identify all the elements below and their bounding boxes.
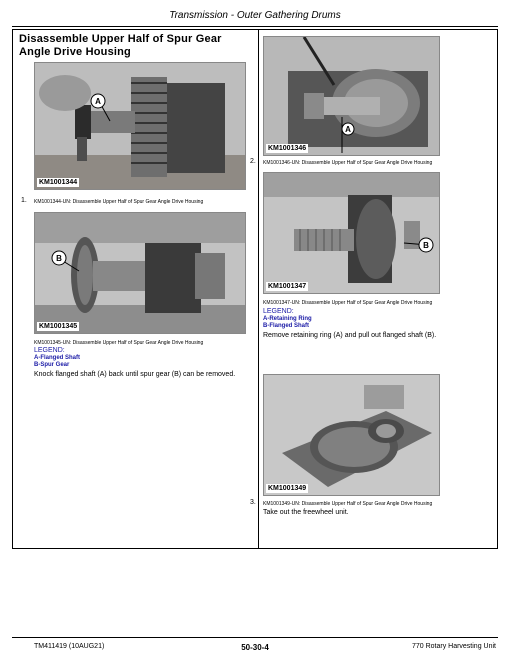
column-divider [258, 29, 259, 549]
left-instruction: Knock flanged shaft (A) back until spur gear (B) can be removed. [34, 371, 236, 378]
figure-4-caption: KM1001347-UN: Disassemble Upper Half of Spur Gear Angle Drive Housing [263, 300, 433, 306]
footer-rule [12, 637, 498, 638]
figure-2-photo [34, 212, 246, 334]
footer-page-number: 50-30-4 [241, 643, 269, 652]
gear-shaft-illustration [35, 63, 245, 189]
header-rule [12, 26, 498, 27]
callout-b: B [423, 241, 429, 250]
right-legend-item-b: B-Flanged Shaft [263, 323, 309, 329]
callout-a: A [345, 125, 351, 134]
freewheel-unit-illustration [264, 375, 439, 495]
figure-4-id: KM1001347 [268, 283, 307, 290]
footer-doc-id: TM411419 (10AUG21) [34, 643, 105, 650]
spur-gear-illustration [35, 213, 245, 333]
section-title: Disassemble Upper Half of Spur Gear Angle Drive Housing [19, 33, 222, 58]
left-legend-item-a: A-Flanged Shaft [34, 355, 80, 361]
step-1-number: 1. [21, 197, 27, 204]
step-3-instruction: Take out the freewheel unit. [263, 509, 349, 516]
flanged-shaft-illustration [264, 173, 439, 293]
step-2-number: 2. [250, 158, 256, 165]
gear-housing-illustration [264, 37, 439, 155]
figure-1-id: KM1001344 [39, 179, 78, 186]
figure-4-photo [263, 172, 440, 294]
left-legend-item-b: B-Spur Gear [34, 362, 70, 368]
figure-1-caption: KM1001344-UN: Disassemble Upper Half of Spur Gear Angle Drive Housing [34, 199, 204, 205]
figure-5-caption: KM1001349-UN: Disassemble Upper Half of Spur Gear Angle Drive Housing [263, 501, 433, 507]
figure-3-id: KM1001346 [268, 145, 307, 152]
figure-5-photo [263, 374, 440, 496]
right-instruction: Remove retaining ring (A) and pull out flanged shaft (B). [263, 332, 437, 339]
right-legend-item-a: A-Retaining Ring [263, 316, 312, 322]
footer-product: 770 Rotary Harvesting Unit [411, 643, 496, 650]
figure-1-photo [34, 62, 246, 190]
page-header: Transmission - Outer Gathering Drums [169, 10, 341, 21]
left-legend-title: LEGEND: [34, 347, 65, 354]
callout-a: A [95, 97, 101, 106]
right-legend-title: LEGEND: [263, 308, 294, 315]
callout-b: B [56, 254, 62, 263]
figure-3-caption: KM1001346-UN: Disassemble Upper Half of Spur Gear Angle Drive Housing [263, 160, 433, 166]
step-3-number: 3. [250, 499, 256, 506]
figure-2-caption: KM1001345-UN: Disassemble Upper Half of Spur Gear Angle Drive Housing [34, 340, 204, 346]
figure-3-photo [263, 36, 440, 156]
figure-2-id: KM1001345 [39, 323, 78, 330]
figure-5-id: KM1001349 [268, 485, 307, 492]
